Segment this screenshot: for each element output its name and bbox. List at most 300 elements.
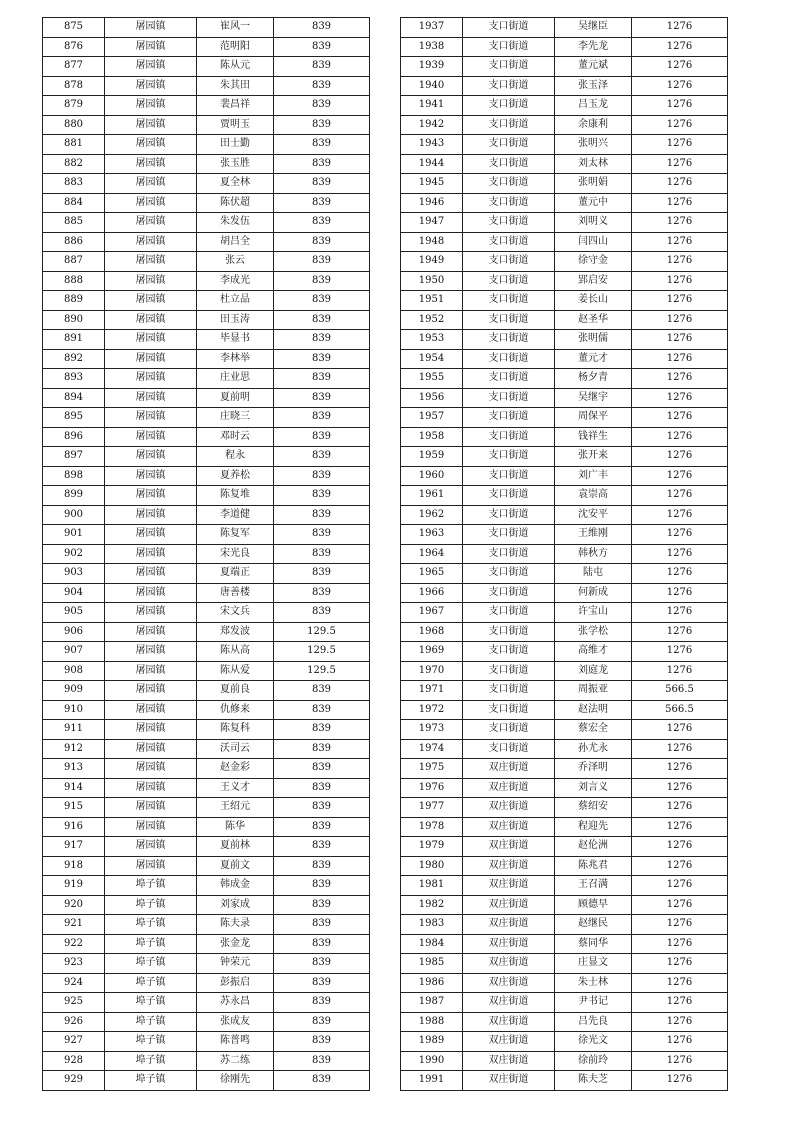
- town-cell: 埠子镇: [105, 954, 197, 974]
- row-number-cell: 1960: [401, 466, 463, 486]
- amount-cell: 1276: [632, 115, 728, 135]
- table-row: [401, 37, 728, 57]
- amount-cell: 839: [274, 778, 370, 798]
- row-number-cell: 1956: [401, 388, 463, 408]
- amount-cell: 1276: [632, 349, 728, 369]
- town-cell: 支口街道: [463, 466, 555, 486]
- amount-cell: 839: [274, 1071, 370, 1091]
- table-row: [43, 1032, 370, 1052]
- row-number-cell: 908: [43, 661, 105, 681]
- person-name-cell: 徐刚先: [197, 1071, 274, 1091]
- town-cell: 屠园镇: [105, 18, 197, 38]
- town-cell: 双庄街道: [463, 934, 555, 954]
- table-row: [401, 76, 728, 96]
- row-number-cell: 1945: [401, 174, 463, 194]
- person-name-cell: 李林举: [197, 349, 274, 369]
- table-row: [43, 486, 370, 506]
- row-number-cell: 922: [43, 934, 105, 954]
- amount-cell: 1276: [632, 856, 728, 876]
- row-number-cell: 916: [43, 817, 105, 837]
- amount-cell: 839: [274, 759, 370, 779]
- person-name-cell: 沈安平: [555, 505, 632, 525]
- table-row: [401, 135, 728, 155]
- row-number-cell: 1984: [401, 934, 463, 954]
- amount-cell: 839: [274, 271, 370, 291]
- amount-cell: 1276: [632, 213, 728, 233]
- town-cell: 双庄街道: [463, 954, 555, 974]
- town-cell: 双庄街道: [463, 1032, 555, 1052]
- row-number-cell: 1969: [401, 642, 463, 662]
- table-row: [401, 193, 728, 213]
- person-name-cell: 陈从元: [197, 57, 274, 77]
- row-number-cell: 1959: [401, 447, 463, 467]
- table-row: [43, 934, 370, 954]
- table-row: [43, 369, 370, 389]
- row-number-cell: 892: [43, 349, 105, 369]
- person-name-cell: 高维才: [555, 642, 632, 662]
- person-name-cell: 苏二练: [197, 1051, 274, 1071]
- row-number-cell: 915: [43, 798, 105, 818]
- table-row: [43, 154, 370, 174]
- table-row: [43, 661, 370, 681]
- row-number-cell: 1938: [401, 37, 463, 57]
- amount-cell: 1276: [632, 18, 728, 38]
- person-name-cell: 董元中: [555, 193, 632, 213]
- amount-cell: 839: [274, 18, 370, 38]
- row-number-cell: 912: [43, 739, 105, 759]
- person-name-cell: 陈伏超: [197, 193, 274, 213]
- person-name-cell: 乔泽明: [555, 759, 632, 779]
- row-number-cell: 1980: [401, 856, 463, 876]
- row-number-cell: 1972: [401, 700, 463, 720]
- town-cell: 屠园镇: [105, 388, 197, 408]
- amount-cell: 839: [274, 369, 370, 389]
- amount-cell: 839: [274, 330, 370, 350]
- table-row: [43, 720, 370, 740]
- town-cell: 屠园镇: [105, 642, 197, 662]
- town-cell: 埠子镇: [105, 895, 197, 915]
- person-name-cell: 袁崇高: [555, 486, 632, 506]
- person-name-cell: 吴继宇: [555, 388, 632, 408]
- row-number-cell: 879: [43, 96, 105, 116]
- town-cell: 支口街道: [463, 76, 555, 96]
- person-name-cell: 陈夫芝: [555, 1071, 632, 1091]
- table-row: [401, 778, 728, 798]
- person-name-cell: 刘广丰: [555, 466, 632, 486]
- row-number-cell: 1978: [401, 817, 463, 837]
- row-number-cell: 927: [43, 1032, 105, 1052]
- town-cell: 支口街道: [463, 583, 555, 603]
- table-row: [43, 895, 370, 915]
- table-row: [401, 330, 728, 350]
- person-name-cell: 李成光: [197, 271, 274, 291]
- row-number-cell: 1962: [401, 505, 463, 525]
- town-cell: 支口街道: [463, 18, 555, 38]
- person-name-cell: 苏永昌: [197, 993, 274, 1013]
- amount-cell: 1276: [632, 330, 728, 350]
- amount-cell: 839: [274, 993, 370, 1013]
- amount-cell: 1276: [632, 583, 728, 603]
- table-row: [401, 739, 728, 759]
- town-cell: 双庄街道: [463, 798, 555, 818]
- amount-cell: 839: [274, 408, 370, 428]
- town-cell: 屠园镇: [105, 583, 197, 603]
- row-number-cell: 1949: [401, 252, 463, 272]
- town-cell: 屠园镇: [105, 544, 197, 564]
- row-number-cell: 924: [43, 973, 105, 993]
- table-row: [401, 349, 728, 369]
- row-number-cell: 1971: [401, 681, 463, 701]
- person-name-cell: 夏端正: [197, 564, 274, 584]
- table-row: [401, 720, 728, 740]
- row-number-cell: 1954: [401, 349, 463, 369]
- person-name-cell: 韩秋方: [555, 544, 632, 564]
- amount-cell: 1276: [632, 252, 728, 272]
- amount-cell: 1276: [632, 427, 728, 447]
- town-cell: 屠园镇: [105, 291, 197, 311]
- row-number-cell: 1967: [401, 603, 463, 623]
- amount-cell: 839: [274, 193, 370, 213]
- table-row: [43, 525, 370, 545]
- amount-cell: 839: [274, 505, 370, 525]
- amount-cell: 1276: [632, 954, 728, 974]
- row-number-cell: 913: [43, 759, 105, 779]
- person-name-cell: 杜立品: [197, 291, 274, 311]
- town-cell: 支口街道: [463, 486, 555, 506]
- person-name-cell: 陈从高: [197, 642, 274, 662]
- row-number-cell: 884: [43, 193, 105, 213]
- row-number-cell: 1977: [401, 798, 463, 818]
- row-number-cell: 893: [43, 369, 105, 389]
- table-row: [401, 115, 728, 135]
- town-cell: 屠园镇: [105, 271, 197, 291]
- row-number-cell: 1991: [401, 1071, 463, 1091]
- town-cell: 支口街道: [463, 369, 555, 389]
- table-row: [401, 954, 728, 974]
- town-cell: 埠子镇: [105, 1012, 197, 1032]
- amount-cell: 1276: [632, 1012, 728, 1032]
- amount-cell: 839: [274, 603, 370, 623]
- row-number-cell: 925: [43, 993, 105, 1013]
- row-number-cell: 1979: [401, 837, 463, 857]
- person-name-cell: 张明娟: [555, 174, 632, 194]
- table-row: [401, 427, 728, 447]
- person-name-cell: 张金龙: [197, 934, 274, 954]
- person-name-cell: 张开来: [555, 447, 632, 467]
- amount-cell: 566.5: [632, 681, 728, 701]
- table-row: [43, 252, 370, 272]
- amount-cell: 1276: [632, 57, 728, 77]
- amount-cell: 839: [274, 349, 370, 369]
- amount-cell: 839: [274, 681, 370, 701]
- table-row: [43, 642, 370, 662]
- row-number-cell: 880: [43, 115, 105, 135]
- table-row: [43, 564, 370, 584]
- table-row: [43, 837, 370, 857]
- person-name-cell: 陈复科: [197, 720, 274, 740]
- row-number-cell: 897: [43, 447, 105, 467]
- amount-cell: 1276: [632, 193, 728, 213]
- amount-cell: 1276: [632, 466, 728, 486]
- row-number-cell: 903: [43, 564, 105, 584]
- town-cell: 屠园镇: [105, 252, 197, 272]
- town-cell: 双庄街道: [463, 778, 555, 798]
- amount-cell: 129.5: [274, 642, 370, 662]
- town-cell: 双庄街道: [463, 837, 555, 857]
- table-row: [401, 310, 728, 330]
- amount-cell: 839: [274, 915, 370, 935]
- row-number-cell: 1937: [401, 18, 463, 38]
- town-cell: 支口街道: [463, 408, 555, 428]
- amount-cell: 1276: [632, 76, 728, 96]
- row-number-cell: 1982: [401, 895, 463, 915]
- table-row: [43, 174, 370, 194]
- person-name-cell: 陈复堆: [197, 486, 274, 506]
- town-cell: 双庄街道: [463, 1051, 555, 1071]
- person-name-cell: 钟荣元: [197, 954, 274, 974]
- town-cell: 屠园镇: [105, 193, 197, 213]
- town-cell: 支口街道: [463, 427, 555, 447]
- person-name-cell: 余康利: [555, 115, 632, 135]
- town-cell: 屠园镇: [105, 622, 197, 642]
- row-number-cell: 926: [43, 1012, 105, 1032]
- person-name-cell: 顾德早: [555, 895, 632, 915]
- town-cell: 支口街道: [463, 57, 555, 77]
- person-name-cell: 韩成金: [197, 876, 274, 896]
- table-row: [43, 954, 370, 974]
- person-name-cell: 崔风一: [197, 18, 274, 38]
- table-row: [401, 564, 728, 584]
- row-number-cell: 1985: [401, 954, 463, 974]
- town-cell: 屠园镇: [105, 681, 197, 701]
- table-row: [401, 661, 728, 681]
- table-row: [401, 544, 728, 564]
- town-cell: 支口街道: [463, 349, 555, 369]
- amount-cell: 1276: [632, 739, 728, 759]
- table-row: [401, 642, 728, 662]
- amount-cell: 1276: [632, 135, 728, 155]
- amount-cell: 1276: [632, 271, 728, 291]
- amount-cell: 1276: [632, 876, 728, 896]
- person-name-cell: 胡吕全: [197, 232, 274, 252]
- person-name-cell: 朱士林: [555, 973, 632, 993]
- town-cell: 埠子镇: [105, 1051, 197, 1071]
- row-number-cell: 919: [43, 876, 105, 896]
- table-row: [401, 57, 728, 77]
- table-row: [43, 135, 370, 155]
- town-cell: 屠园镇: [105, 466, 197, 486]
- person-name-cell: 姜长山: [555, 291, 632, 311]
- table-row: [401, 798, 728, 818]
- amount-cell: 839: [274, 37, 370, 57]
- town-cell: 埠子镇: [105, 1032, 197, 1052]
- person-name-cell: 李先龙: [555, 37, 632, 57]
- town-cell: 支口街道: [463, 115, 555, 135]
- amount-cell: 839: [274, 466, 370, 486]
- town-cell: 支口街道: [463, 291, 555, 311]
- row-number-cell: 902: [43, 544, 105, 564]
- town-cell: 屠园镇: [105, 856, 197, 876]
- table-row: [401, 486, 728, 506]
- person-name-cell: 夏前文: [197, 856, 274, 876]
- person-name-cell: 吕先良: [555, 1012, 632, 1032]
- table-row: [43, 544, 370, 564]
- amount-cell: 1276: [632, 174, 728, 194]
- town-cell: 屠园镇: [105, 154, 197, 174]
- amount-cell: 839: [274, 135, 370, 155]
- table-row: [43, 1071, 370, 1091]
- town-cell: 屠园镇: [105, 486, 197, 506]
- town-cell: 支口街道: [463, 330, 555, 350]
- person-name-cell: 王义才: [197, 778, 274, 798]
- amount-cell: 1276: [632, 408, 728, 428]
- person-name-cell: 钱祥生: [555, 427, 632, 447]
- town-cell: 支口街道: [463, 564, 555, 584]
- row-number-cell: 920: [43, 895, 105, 915]
- table-row: [401, 1071, 728, 1091]
- person-name-cell: 刘庭龙: [555, 661, 632, 681]
- table-row: [43, 193, 370, 213]
- table-row: [401, 369, 728, 389]
- town-cell: 屠园镇: [105, 447, 197, 467]
- row-number-cell: 906: [43, 622, 105, 642]
- town-cell: 双庄街道: [463, 993, 555, 1013]
- town-cell: 支口街道: [463, 96, 555, 116]
- row-number-cell: 1976: [401, 778, 463, 798]
- row-number-cell: 1947: [401, 213, 463, 233]
- table-row: [43, 1012, 370, 1032]
- table-row: [43, 583, 370, 603]
- person-name-cell: 王维刚: [555, 525, 632, 545]
- amount-cell: 1276: [632, 934, 728, 954]
- table-row: [401, 1032, 728, 1052]
- person-name-cell: 夏前林: [197, 837, 274, 857]
- row-number-cell: 1975: [401, 759, 463, 779]
- table-row: [401, 447, 728, 467]
- table-row: [43, 310, 370, 330]
- town-cell: 屠园镇: [105, 232, 197, 252]
- row-number-cell: 1950: [401, 271, 463, 291]
- row-number-cell: 911: [43, 720, 105, 740]
- town-cell: 支口街道: [463, 310, 555, 330]
- row-number-cell: 1940: [401, 76, 463, 96]
- amount-cell: 1276: [632, 642, 728, 662]
- person-name-cell: 赵圣华: [555, 310, 632, 330]
- row-number-cell: 1990: [401, 1051, 463, 1071]
- amount-cell: 839: [274, 895, 370, 915]
- amount-cell: 839: [274, 564, 370, 584]
- row-number-cell: 890: [43, 310, 105, 330]
- town-cell: 双庄街道: [463, 1071, 555, 1091]
- table-row: [43, 96, 370, 116]
- amount-cell: 1276: [632, 96, 728, 116]
- person-name-cell: 裴昌祥: [197, 96, 274, 116]
- person-name-cell: 孙尤永: [555, 739, 632, 759]
- table-row: [43, 291, 370, 311]
- row-number-cell: 1986: [401, 973, 463, 993]
- row-number-cell: 1964: [401, 544, 463, 564]
- person-name-cell: 徐守金: [555, 252, 632, 272]
- amount-cell: 1276: [632, 817, 728, 837]
- amount-cell: 839: [274, 934, 370, 954]
- table-row: [401, 388, 728, 408]
- table-row: [43, 915, 370, 935]
- person-name-cell: 范明阳: [197, 37, 274, 57]
- town-cell: 埠子镇: [105, 876, 197, 896]
- amount-cell: 839: [274, 388, 370, 408]
- town-cell: 支口街道: [463, 505, 555, 525]
- amount-cell: 839: [274, 96, 370, 116]
- person-name-cell: 张明兴: [555, 135, 632, 155]
- table-row: [401, 700, 728, 720]
- table-row: [401, 466, 728, 486]
- amount-cell: 1276: [632, 778, 728, 798]
- town-cell: 支口街道: [463, 271, 555, 291]
- row-number-cell: 888: [43, 271, 105, 291]
- row-number-cell: 889: [43, 291, 105, 311]
- amount-cell: 839: [274, 447, 370, 467]
- person-name-cell: 程迎先: [555, 817, 632, 837]
- amount-cell: 839: [274, 954, 370, 974]
- table-row: [43, 349, 370, 369]
- person-name-cell: 朱发伍: [197, 213, 274, 233]
- amount-cell: 129.5: [274, 661, 370, 681]
- table-row: [401, 603, 728, 623]
- town-cell: 支口街道: [463, 232, 555, 252]
- town-cell: 屠园镇: [105, 700, 197, 720]
- row-number-cell: 1941: [401, 96, 463, 116]
- row-number-cell: 907: [43, 642, 105, 662]
- amount-cell: 839: [274, 544, 370, 564]
- table-row: [43, 76, 370, 96]
- town-cell: 双庄街道: [463, 973, 555, 993]
- amount-cell: 839: [274, 876, 370, 896]
- person-name-cell: 张玉胜: [197, 154, 274, 174]
- town-cell: 双庄街道: [463, 895, 555, 915]
- person-name-cell: 沃司云: [197, 739, 274, 759]
- row-number-cell: 1958: [401, 427, 463, 447]
- person-name-cell: 闫四山: [555, 232, 632, 252]
- table-row: [401, 1012, 728, 1032]
- person-name-cell: 董元斌: [555, 57, 632, 77]
- town-cell: 支口街道: [463, 739, 555, 759]
- town-cell: 屠园镇: [105, 174, 197, 194]
- town-cell: 双庄街道: [463, 876, 555, 896]
- person-name-cell: 赵金彩: [197, 759, 274, 779]
- table-row: [43, 37, 370, 57]
- table-row: [43, 603, 370, 623]
- table-row: [43, 876, 370, 896]
- town-cell: 支口街道: [463, 525, 555, 545]
- table-row: [43, 622, 370, 642]
- person-name-cell: 邓时云: [197, 427, 274, 447]
- person-name-cell: 刘太林: [555, 154, 632, 174]
- person-name-cell: 朱其田: [197, 76, 274, 96]
- row-number-cell: 1973: [401, 720, 463, 740]
- row-number-cell: 1942: [401, 115, 463, 135]
- town-cell: 屠园镇: [105, 505, 197, 525]
- person-name-cell: 陆屯: [555, 564, 632, 584]
- table-row: [401, 622, 728, 642]
- table-row: [43, 778, 370, 798]
- row-number-cell: 875: [43, 18, 105, 38]
- amount-cell: 839: [274, 76, 370, 96]
- person-name-cell: 陈从爱: [197, 661, 274, 681]
- town-cell: 支口街道: [463, 544, 555, 564]
- person-name-cell: 郑发波: [197, 622, 274, 642]
- person-name-cell: 周振亚: [555, 681, 632, 701]
- amount-cell: 1276: [632, 973, 728, 993]
